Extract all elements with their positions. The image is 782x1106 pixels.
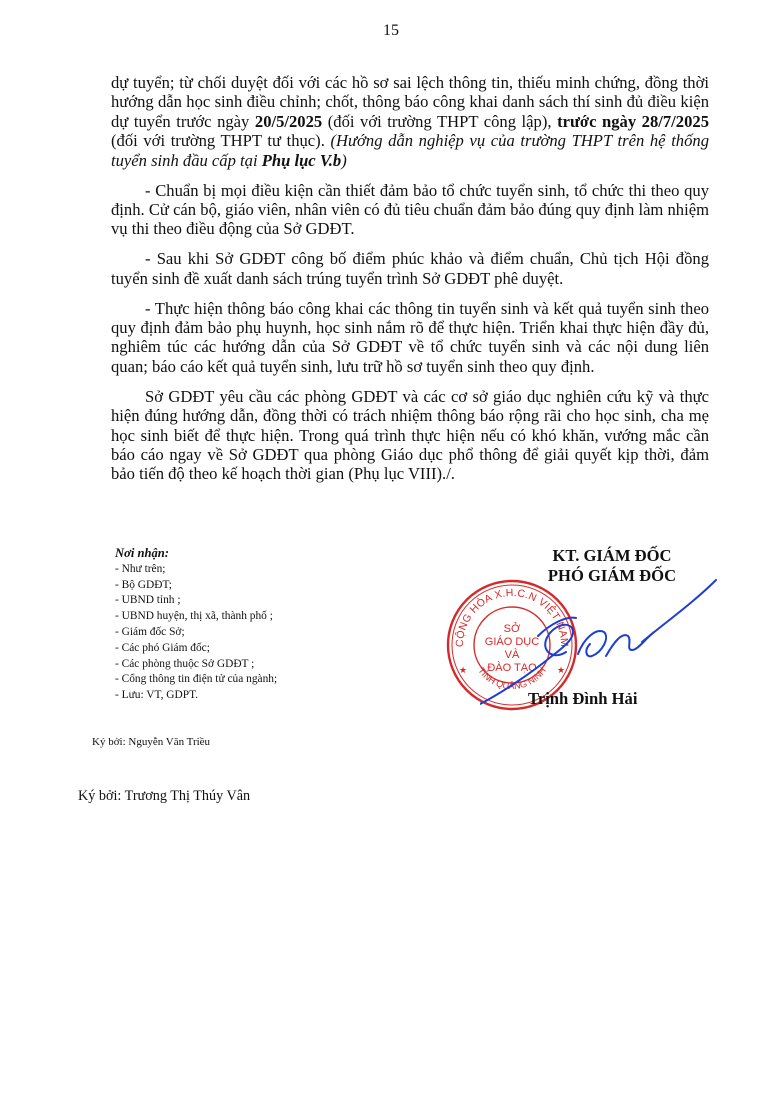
p1-date-private: trước ngày 28/7/2025 (557, 111, 709, 131)
p1-text-a: dự tuyển; từ chối duyệt đối với các hồ sơ sai lệch thông tin, thiếu minh chứng, đồng thời hướng dẫn học sinh điều chỉnh; chốt, thông báo công khai danh sách thí sinh đủ điều kiện dự tuyển trước ngày (111, 73, 709, 131)
svg-text:★: ★ (557, 666, 566, 676)
paragraph-2: - Chuẩn bị mọi điều kiện cần thiết đảm bảo tổ chức tuyển sinh, tổ chức thi theo quy định. Cử cán bộ, giáo viên, nhân viên có đủ tiêu chuẩn đảm bảo đúng quy định làm nhiệm vụ thi theo điều động của Sở GDĐT. (111, 180, 709, 239)
seal-center-line3: VÀ (504, 649, 520, 661)
recipient-item: - Các phòng thuộc Sở GDĐT ; (115, 657, 255, 670)
page-number: 15 (383, 22, 399, 39)
seal-ring-text: CỘNG HÒA X.H.C.N VIỆT NAM (453, 586, 571, 648)
p1-italic-note: (Hướng dẫn nghiệp vụ của trường THPT trên hệ thống tuyển sinh đầu cấp tại (111, 131, 709, 170)
recipient-item: - Bộ GDĐT; (115, 578, 172, 591)
signature-title-line1: KT. GIÁM ĐỐC (552, 546, 672, 565)
p1-text-c: (đối với trường THPT tư thục). (111, 131, 331, 151)
p1-italic-close: ) (341, 150, 347, 170)
paragraph-5: Sở GDĐT yêu cầu các phòng GDĐT và các cơ sở giáo dục nghiên cứu kỹ và thực hiện đúng hướng dẫn, đồng thời có trách nhiệm thông báo rộng rãi cho học sinh, cha mẹ học sinh biết để thực hiện. Trong quá trình thực hiện nếu có khó khăn, vướng mắc cần báo cáo ngay về Sở GDĐT qua phòng Giáo dục phổ thông để giải quyết kịp thời, đảm bảo tiến độ theo kế hoạch thời gian (Phụ lục VIII)./. (111, 386, 709, 484)
seal-bottom-text: TỈNH QUẢNG NINH (476, 665, 548, 692)
p1-appendix-ref: Phụ lục V.b (261, 150, 342, 170)
recipient-item: - UBND tỉnh ; (115, 594, 181, 607)
paragraph-4: - Thực hiện thông báo công khai các thông tin tuyển sinh và kết quả tuyển sinh theo quy định đảm bảo phụ huynh, học sinh nắm rõ để thực hiện. Triển khai thực hiện đầy đủ, nghiêm túc các hướng dẫn của Sở GDĐT về tổ chức tuyển sinh và các nội dung liên quan; báo cáo kết quả tuyển sinh, lưu trữ hồ sơ tuyển sinh theo quy định. (111, 298, 709, 376)
recipient-item: - UBND huyện, thị xã, thành phố ; (115, 610, 273, 623)
document-body (111, 73, 709, 494)
recipient-item: - Các phó Giám đốc; (115, 641, 210, 654)
recipient-item: - Như trên; (115, 562, 166, 575)
seal-center-line1: SỞ (503, 623, 521, 635)
signer-name: Trịnh Đình Hải (528, 689, 638, 708)
signature-title-line2: PHÓ GIÁM ĐỐC (547, 566, 677, 585)
seal-center-line4: ĐÀO TẠO (487, 662, 537, 674)
recipient-item: - Cổng thông tin điện tử của ngành; (115, 673, 278, 686)
p1-date-public: 20/5/2025 (254, 111, 323, 131)
recipients-list (115, 562, 415, 704)
digital-signer-1: Ký bởi: Nguyễn Văn Triều (92, 736, 211, 748)
recipient-item: - Lưu: VT, GDPT. (115, 689, 199, 702)
recipient-item: - Giám đốc Sở; (115, 625, 185, 638)
seal-center-line2: GIÁO DỤC (484, 636, 540, 648)
svg-text:★: ★ (459, 666, 468, 676)
recipients-title: Nơi nhận: (115, 546, 170, 560)
paragraph-1 (111, 73, 709, 170)
recipients-block (115, 546, 415, 704)
p1-text-b: (đối với trường THPT công lập), (322, 111, 558, 131)
digital-signer-2: Ký bởi: Trương Thị Thúy Vân (78, 788, 251, 804)
paragraph-3: - Sau khi Sở GDĐT công bố điểm phúc khảo và điểm chuẩn, Chủ tịch Hội đồng tuyển sinh đề xuất danh sách trúng tuyển trình Sở GDĐT phê duyệt. (111, 249, 709, 288)
